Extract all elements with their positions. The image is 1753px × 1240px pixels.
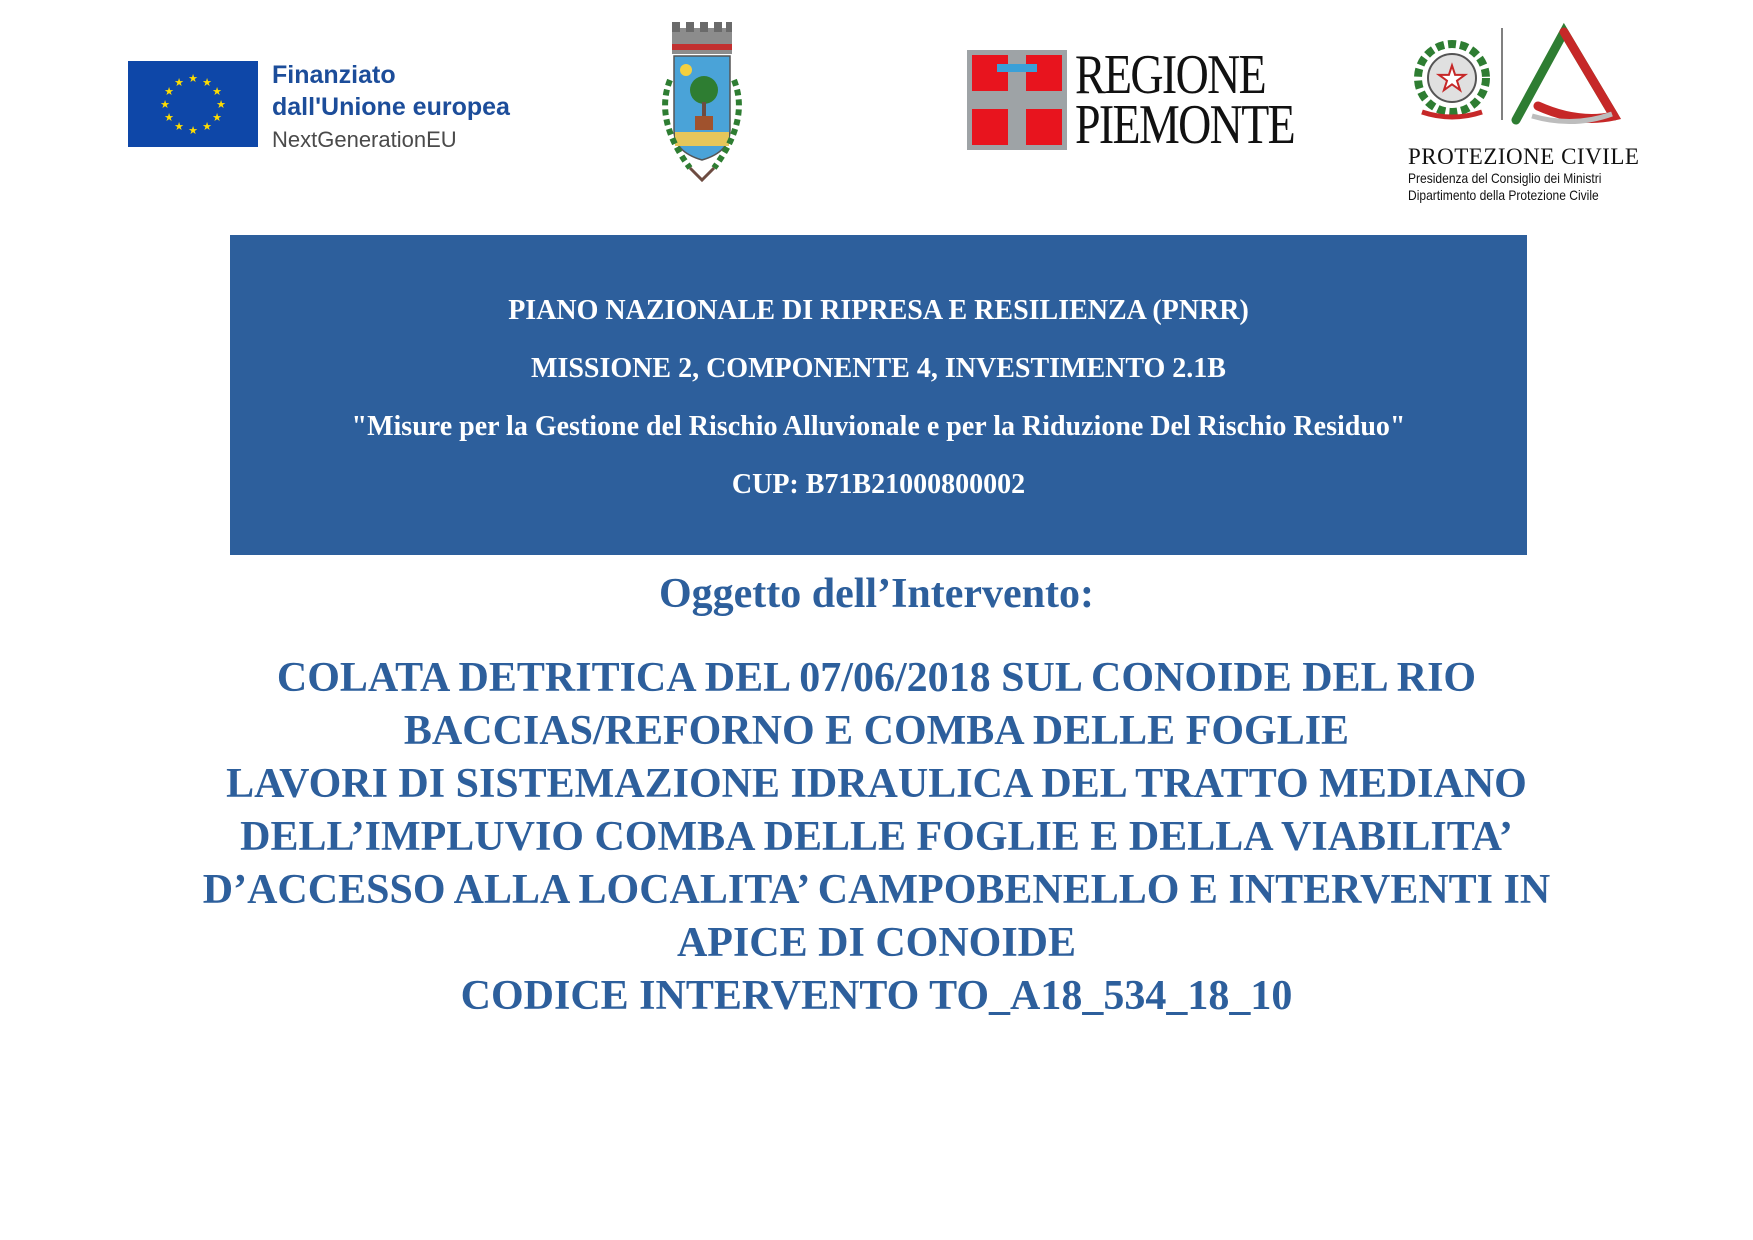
- subject-label: Oggetto dell’Intervento:: [658, 571, 1095, 617]
- svg-text:★: ★: [160, 98, 170, 111]
- eu-line3: NextGenerationEU: [272, 127, 457, 152]
- subject-text: [0, 652, 1753, 1023]
- svg-text:★: ★: [212, 111, 222, 124]
- municipal-crest-icon: [640, 20, 764, 190]
- subject-line-1: COLATA DETRITICA DEL 07/06/2018 SUL CONOIDE DEL RIO: [276, 655, 1477, 701]
- eu-funding-logo: [128, 61, 510, 157]
- protezione-civile-mark-icon: [1516, 32, 1614, 122]
- subject-line-2: BACCIAS/REFORNO E COMBA DELLE FOGLIE: [403, 708, 1350, 754]
- eu-line1: Finanziato: [272, 61, 396, 89]
- svg-text:★: ★: [188, 72, 198, 85]
- subject-line-7: CODICE INTERVENTO TO_A18_534_18_10: [460, 973, 1293, 1019]
- subject-line-6: APICE DI CONOIDE: [676, 920, 1077, 966]
- svg-text:★: ★: [216, 98, 226, 111]
- piemonte-text: [1075, 44, 1342, 156]
- svg-text:★: ★: [164, 111, 174, 124]
- banner-line-3: "Misure per la Gestione del Rischio Alluvionale e per la Riduzione Del Rischio Residuo": [351, 411, 1406, 442]
- subject-line-5: D’ACCESSO ALLA LOCALITA’ CAMPOBENELLO E INTERVENTI IN: [202, 867, 1551, 913]
- eu-line2: dall'Unione europea: [272, 93, 510, 121]
- italian-emblem-icon: [1418, 44, 1486, 117]
- svg-text:★: ★: [188, 124, 198, 137]
- eu-text: [272, 59, 510, 157]
- banner-line-2: MISSIONE 2, COMPONENTE 4, INVESTIMENTO 2.1B: [531, 353, 1226, 384]
- pc-icons: [1408, 20, 1648, 128]
- pnrr-banner: [230, 235, 1527, 555]
- piemonte-cross-icon: [967, 50, 1067, 150]
- banner-line-4: CUP: B71B21000800002: [731, 469, 1026, 500]
- svg-text:★: ★: [202, 120, 212, 133]
- pc-title: PROTEZIONE CIVILE: [1408, 144, 1640, 169]
- subject-line-4: DELL’IMPLUVIO COMBA DELLE FOGLIE E DELLA VIABILITA’: [240, 814, 1513, 860]
- svg-text:★: ★: [1436, 59, 1468, 99]
- subject-line-3: LAVORI DI SISTEMAZIONE IDRAULICA DEL TRATTO MEDIANO: [226, 761, 1527, 807]
- pc-subtitle-1: Presidenza del Consiglio dei Ministri: [1408, 170, 1602, 186]
- svg-text:★: ★: [174, 120, 184, 133]
- regione-piemonte-logo: [967, 44, 1342, 156]
- svg-text:★: ★: [202, 76, 212, 89]
- banner-line-1: PIANO NAZIONALE DI RIPRESA E RESILIENZA (PNRR): [508, 295, 1249, 326]
- protezione-civile-logo: [1408, 20, 1648, 204]
- piemonte-line1: REGIONE: [1075, 44, 1266, 106]
- piemonte-line2: PIEMONTE: [1075, 94, 1295, 156]
- svg-text:★: ★: [174, 76, 184, 89]
- eu-flag-icon: [128, 61, 258, 147]
- svg-text:★: ★: [212, 85, 222, 98]
- logo-header: [0, 0, 1753, 220]
- pc-subtitle-2: Dipartimento della Protezione Civile: [1408, 187, 1599, 203]
- svg-text:★: ★: [164, 85, 174, 98]
